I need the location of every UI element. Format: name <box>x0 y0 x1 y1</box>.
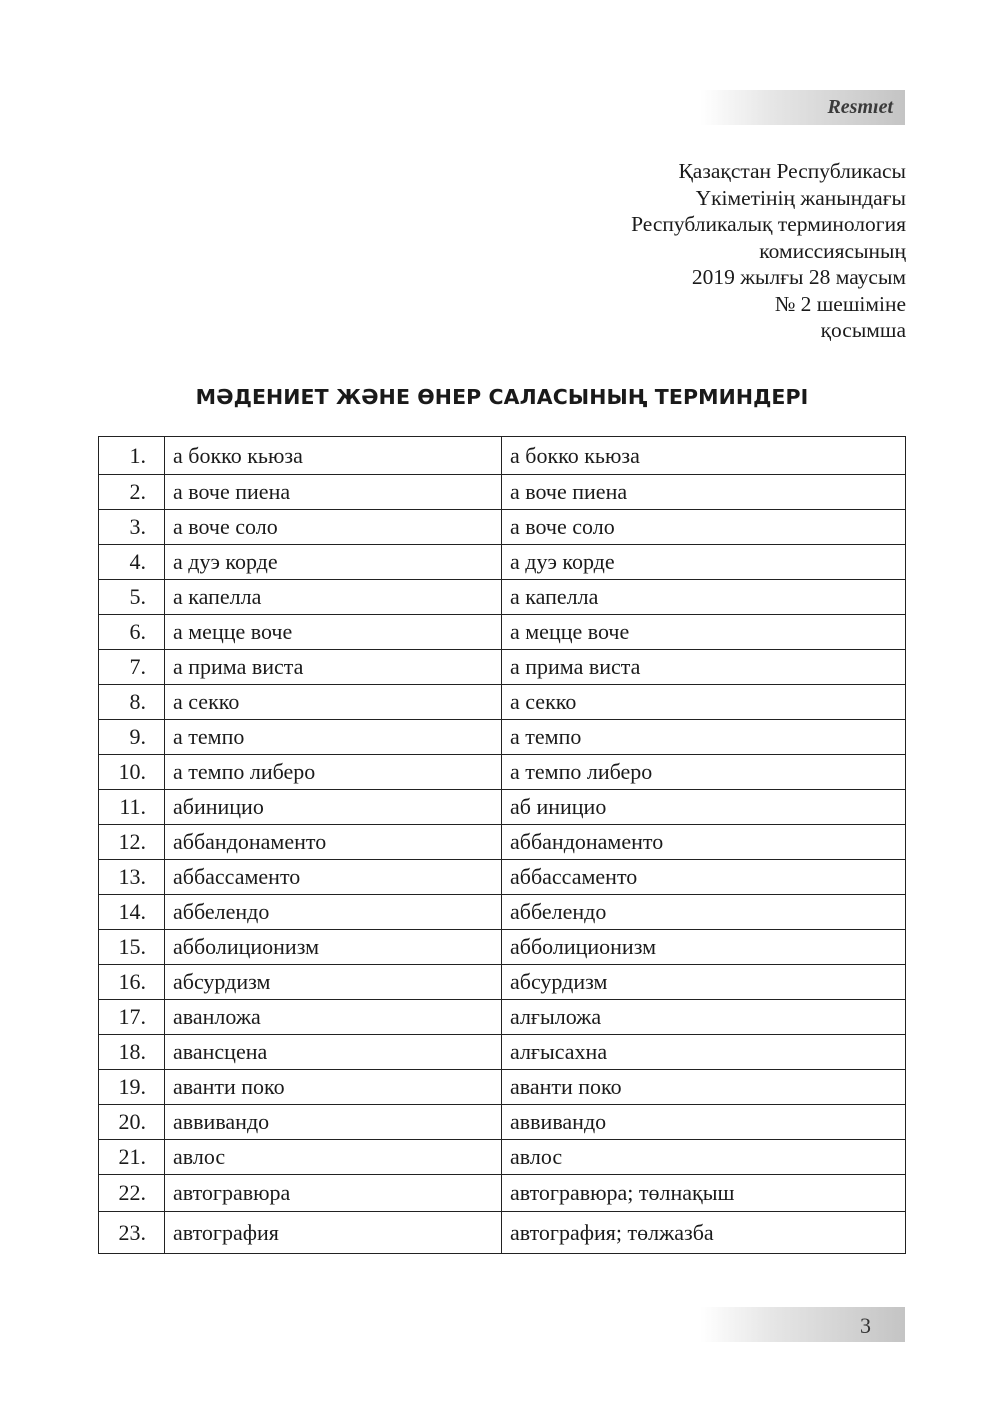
term-kazakh-cell: а темпо либеро <box>502 755 906 790</box>
term-number-cell: 1. <box>99 437 165 475</box>
annex-line: № 2 шешіміне <box>774 291 906 316</box>
table-row <box>99 685 906 720</box>
term-kazakh-cell: а секко <box>502 685 906 720</box>
table-row <box>99 580 906 615</box>
table-row <box>99 545 906 580</box>
table-row <box>99 720 906 755</box>
table-row <box>99 930 906 965</box>
term-number-cell: 7. <box>99 650 165 685</box>
table-row <box>99 510 906 545</box>
term-kazakh-cell: а темпо <box>502 720 906 755</box>
term-kazakh-cell: авлос <box>502 1140 906 1175</box>
terms-table <box>98 436 906 1254</box>
term-source-cell: абсурдизм <box>165 965 502 1000</box>
table-row <box>99 790 906 825</box>
term-kazakh-cell: аб инициo <box>502 790 906 825</box>
term-source-cell: а капелла <box>165 580 502 615</box>
annex-line: Республикалық терминология <box>631 212 906 236</box>
term-number-cell: 18. <box>99 1035 165 1070</box>
term-number-cell: 23. <box>99 1212 165 1254</box>
term-kazakh-cell: аббассаменто <box>502 860 906 895</box>
term-kazakh-cell: а воче пиена <box>502 475 906 510</box>
term-number-cell: 12. <box>99 825 165 860</box>
table-row <box>99 895 906 930</box>
term-number-cell: 19. <box>99 1070 165 1105</box>
table-row <box>99 1212 906 1254</box>
term-kazakh-cell: а мецце воче <box>502 615 906 650</box>
term-number-cell: 20. <box>99 1105 165 1140</box>
term-number-cell: 14. <box>99 895 165 930</box>
header-label: Resmıet <box>827 96 893 118</box>
term-source-cell: а прима виста <box>165 650 502 685</box>
term-source-cell: аббассаменто <box>165 860 502 895</box>
term-kazakh-cell: алғысахна <box>502 1035 906 1070</box>
table-row <box>99 825 906 860</box>
table-row <box>99 965 906 1000</box>
term-source-cell: аббандонаменто <box>165 825 502 860</box>
term-number-cell: 21. <box>99 1140 165 1175</box>
term-source-cell: авансцена <box>165 1035 502 1070</box>
term-number-cell: 4. <box>99 545 165 580</box>
term-kazakh-cell: аббандонаменто <box>502 825 906 860</box>
term-kazakh-cell: абболиционизм <box>502 930 906 965</box>
term-source-cell: аввивандо <box>165 1105 502 1140</box>
annex-line: Қазақстан Республикасы <box>678 159 906 183</box>
term-number-cell: 3. <box>99 510 165 545</box>
term-source-cell: а мецце воче <box>165 615 502 650</box>
table-row <box>99 1175 906 1212</box>
term-source-cell: аванложа <box>165 1000 502 1035</box>
term-kazakh-cell: а бокко кьюза <box>502 437 906 475</box>
term-number-cell: 17. <box>99 1000 165 1035</box>
term-number-cell: 9. <box>99 720 165 755</box>
term-number-cell: 16. <box>99 965 165 1000</box>
table-row <box>99 1105 906 1140</box>
term-number-cell: 8. <box>99 685 165 720</box>
document-title: МӘДЕНИЕТ ЖӘНЕ ӨНЕР САЛАСЫНЫҢ ТЕРМИНДЕРІ <box>195 385 809 409</box>
term-number-cell: 13. <box>99 860 165 895</box>
annex-block <box>631 158 906 344</box>
term-kazakh-cell: а прима виста <box>502 650 906 685</box>
term-kazakh-cell: а дуэ корде <box>502 545 906 580</box>
term-number-cell: 11. <box>99 790 165 825</box>
term-kazakh-cell: алғыложа <box>502 1000 906 1035</box>
terms-table-body <box>99 437 906 1254</box>
table-row <box>99 860 906 895</box>
term-kazakh-cell: а воче соло <box>502 510 906 545</box>
annex-line: қосымша <box>820 318 906 342</box>
term-source-cell: а темпо <box>165 720 502 755</box>
term-source-cell: авлос <box>165 1140 502 1175</box>
term-number-cell: 2. <box>99 475 165 510</box>
table-row <box>99 1140 906 1175</box>
term-source-cell: аванти поко <box>165 1070 502 1105</box>
term-source-cell: абиницио <box>165 790 502 825</box>
term-source-cell: автография <box>165 1212 502 1254</box>
term-number-cell: 5. <box>99 580 165 615</box>
term-source-cell: а воче соло <box>165 510 502 545</box>
page-number: 3 <box>860 1313 871 1338</box>
term-source-cell: а дуэ корде <box>165 545 502 580</box>
table-row <box>99 755 906 790</box>
term-source-cell: а темпо либеро <box>165 755 502 790</box>
term-kazakh-cell: а капелла <box>502 580 906 615</box>
annex-line: 2019 жылғы 28 маусым <box>691 265 906 289</box>
term-number-cell: 6. <box>99 615 165 650</box>
header-band <box>700 90 905 125</box>
annex-line: комиссиясының <box>759 238 906 263</box>
term-kazakh-cell: аббелендо <box>502 895 906 930</box>
table-row <box>99 650 906 685</box>
table-row <box>99 1000 906 1035</box>
term-kazakh-cell: аввивандо <box>502 1105 906 1140</box>
term-kazakh-cell: абсурдизм <box>502 965 906 1000</box>
table-row <box>99 615 906 650</box>
term-source-cell: автогравюра <box>165 1175 502 1212</box>
footer-band <box>700 1307 905 1342</box>
annex-line: Үкіметінің жанындағы <box>695 185 906 210</box>
term-source-cell: а секко <box>165 685 502 720</box>
term-source-cell: аббелендо <box>165 895 502 930</box>
table-row <box>99 475 906 510</box>
term-kazakh-cell: автогравюра; төлнақыш <box>502 1175 906 1212</box>
term-kazakh-cell: аванти поко <box>502 1070 906 1105</box>
term-source-cell: а воче пиена <box>165 475 502 510</box>
table-row <box>99 1035 906 1070</box>
term-kazakh-cell: автография; төлжазба <box>502 1212 906 1254</box>
term-source-cell: а бокко кьюза <box>165 437 502 475</box>
term-source-cell: абболиционизм <box>165 930 502 965</box>
table-row <box>99 437 906 475</box>
term-number-cell: 22. <box>99 1175 165 1212</box>
term-number-cell: 15. <box>99 930 165 965</box>
table-row <box>99 1070 906 1105</box>
term-number-cell: 10. <box>99 755 165 790</box>
